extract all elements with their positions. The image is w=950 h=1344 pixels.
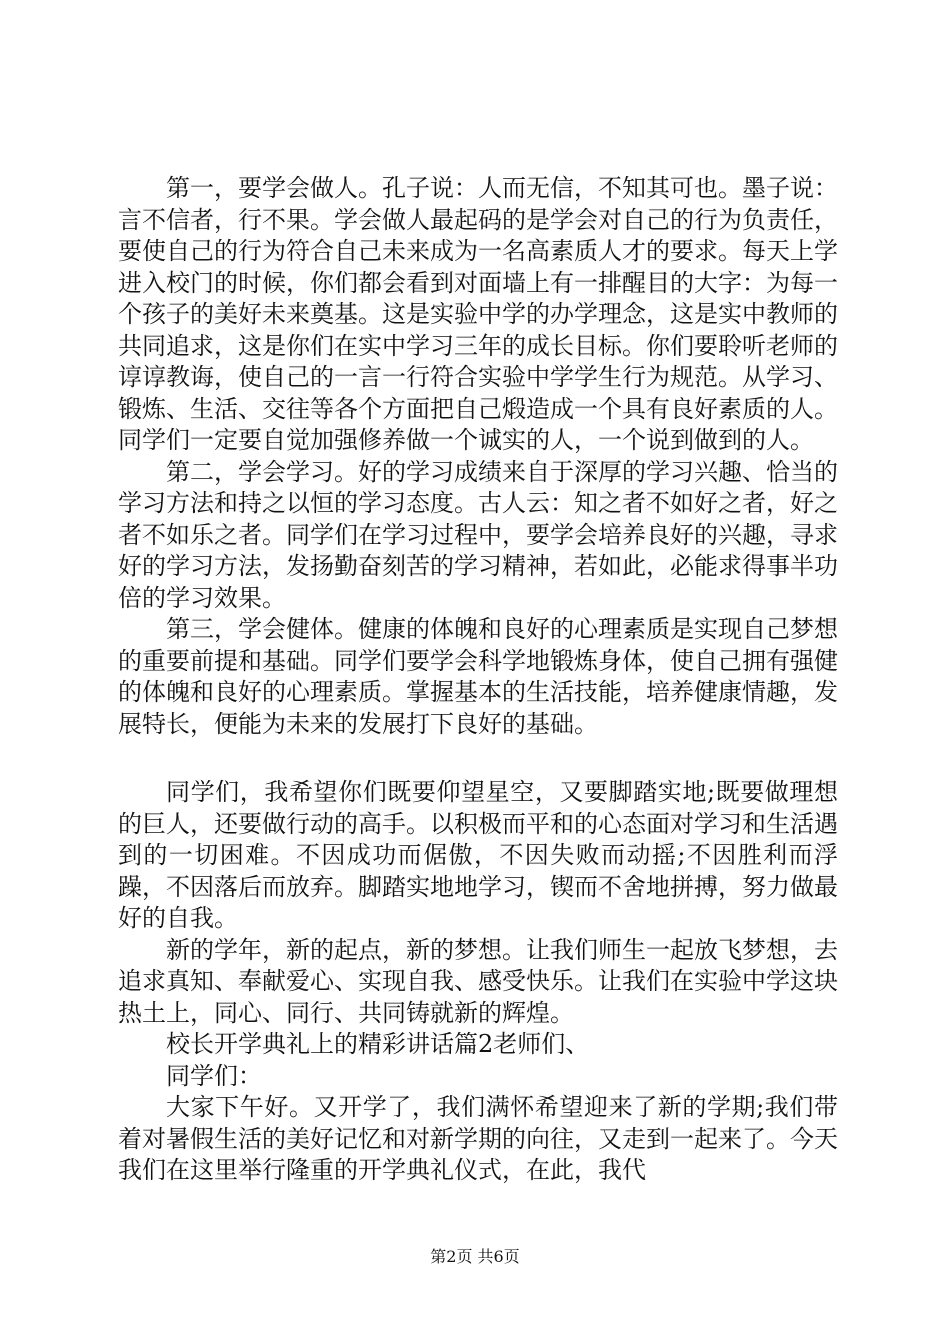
document-body [118, 173, 838, 1187]
paragraph-opening: 大家下午好。又开学了，我们满怀希望迎来了新的学期;我们带着对暑假生活的美好记忆和对新学期的向往，又走到一起来了。今天我们在这里举行隆重的开学典礼仪式，在此，我代 [118, 1093, 838, 1184]
paragraph-hope: 同学们，我希望你们既要仰望星空，又要脚踏实地;既要做理想的巨人，还要做行动的高手。以积极而平和的心态面对学习和生活遇到的一切困难。不因成功而倨傲，不因失败而动摇;不因胜利而浮躁，不因落后而放弃。脚踏实地地学习，锲而不舍地拼搏，努力做最好的自我。 [118, 778, 838, 932]
paragraph-learn-study: 第二，学会学习。好的学习成绩来自于深厚的学习兴趣、恰当的学习方法和持之以恒的学习态度。古人云：知之者不如好之者，好之者不如乐之者。同学们在学习过程中，要学会培养良好的兴趣，寻求好的学习方法，发扬勤奋刻苦的学习精神，若如此，必能求得事半功倍的学习效果。 [118, 457, 838, 612]
page-footer: 第2页 共6页 [430, 1247, 520, 1266]
paragraph-new-year: 新的学年，新的起点，新的梦想。让我们师生一起放飞梦想，去追求真知、奉献爱心、实现自我、感受快乐。让我们在实验中学这块热土上，同心、同行、共同铸就新的辉煌。 [118, 935, 838, 1027]
paragraph-greeting: 同学们： [166, 1061, 262, 1090]
paragraph-learn-fitness: 第三，学会健体。健康的体魄和良好的心理素质是实现自己梦想的重要前提和基础。同学们要学会科学地锻炼身体，使自己拥有强健的体魄和良好的心理素质。掌握基本的生活技能，培养健康情趣，发展特长，便能为未来的发展打下良好的基础。 [118, 615, 838, 738]
paragraph-speech-title: 校长开学典礼上的精彩讲话篇2老师们、 [166, 1030, 590, 1058]
paragraph-learn-conduct: 第一，要学会做人。孔子说：人而无信，不知其可也。墨子说：言不信者，行不果。学会做人最起码的是学会对自己的行为负责任，要使自己的行为符合自己未来成为一名高素质人才的要求。每天上学进入校门的时候，你们都会看到对面墙上有一排醒目的大字：为每一个孩子的美好未来奠基。这是实验中学的办学理念，这是实中教师的共同追求，这是你们在实中学习三年的成长目标。你们要聆听老师的谆谆教诲，使自己的一言一行符合实验中学学生行为规范。从学习、锻炼、生活、交往等各个方面把自己煅造成一个具有良好素质的人。同学们一定要自觉加强修养做一个诚实的人，一个说到做到的人。 [118, 174, 838, 454]
paragraph-gap [118, 740, 838, 777]
